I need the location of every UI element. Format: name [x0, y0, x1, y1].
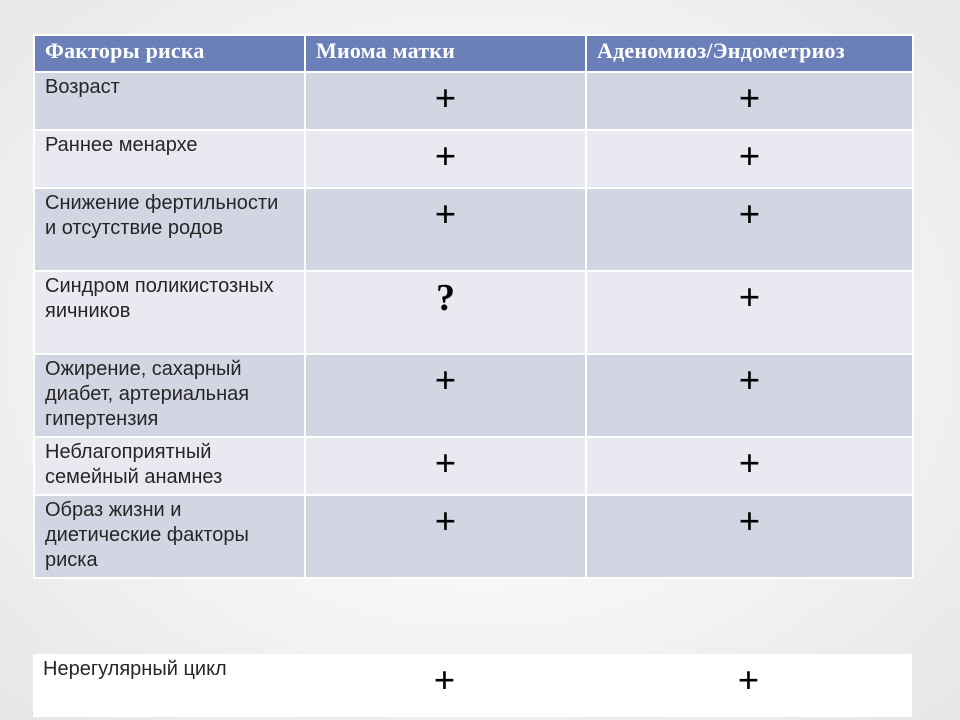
myoma-mark: + [305, 354, 586, 437]
factor-cell: Нерегулярный цикл [33, 654, 304, 717]
table-row [34, 354, 913, 437]
risk-factors-table [33, 34, 914, 579]
factor-cell: Неблагоприятный семейный анамнез [34, 437, 305, 495]
adenomyosis-mark: + [586, 271, 913, 354]
myoma-mark: + [304, 654, 585, 717]
table-header-row [34, 35, 913, 72]
table-row [34, 72, 913, 130]
myoma-mark: + [305, 72, 586, 130]
myoma-mark: + [305, 495, 586, 578]
table-row [34, 130, 913, 188]
adenomyosis-mark: + [586, 437, 913, 495]
header-myoma: Миома матки [305, 35, 586, 72]
factor-cell: Ожирение, сахарный диабет, артериальная гипертензия [34, 354, 305, 437]
adenomyosis-mark: + [585, 654, 912, 717]
factor-cell: Раннее менархе [34, 130, 305, 188]
table-row [34, 437, 913, 495]
myoma-mark: + [305, 437, 586, 495]
adenomyosis-mark: + [586, 72, 913, 130]
adenomyosis-mark: + [586, 188, 913, 271]
adenomyosis-mark: + [586, 130, 913, 188]
factor-cell: Образ жизни и диетические факторы риска [34, 495, 305, 578]
header-risk-factors: Факторы риска [34, 35, 305, 72]
myoma-mark: + [305, 130, 586, 188]
factor-cell: Синдром поликистозных яичников [34, 271, 305, 354]
header-adenomyosis: Аденомиоз/Эндометриоз [586, 35, 913, 72]
factor-cell: Возраст [34, 72, 305, 130]
extra-risk-row-table [33, 654, 912, 717]
adenomyosis-mark: + [586, 495, 913, 578]
myoma-mark: ? [305, 271, 586, 354]
factor-cell: Снижение фертильности и отсутствие родов [34, 188, 305, 271]
table-row [33, 654, 912, 717]
adenomyosis-mark: + [586, 354, 913, 437]
table-row [34, 271, 913, 354]
table-row [34, 495, 913, 578]
table-row [34, 188, 913, 271]
myoma-mark: + [305, 188, 586, 271]
